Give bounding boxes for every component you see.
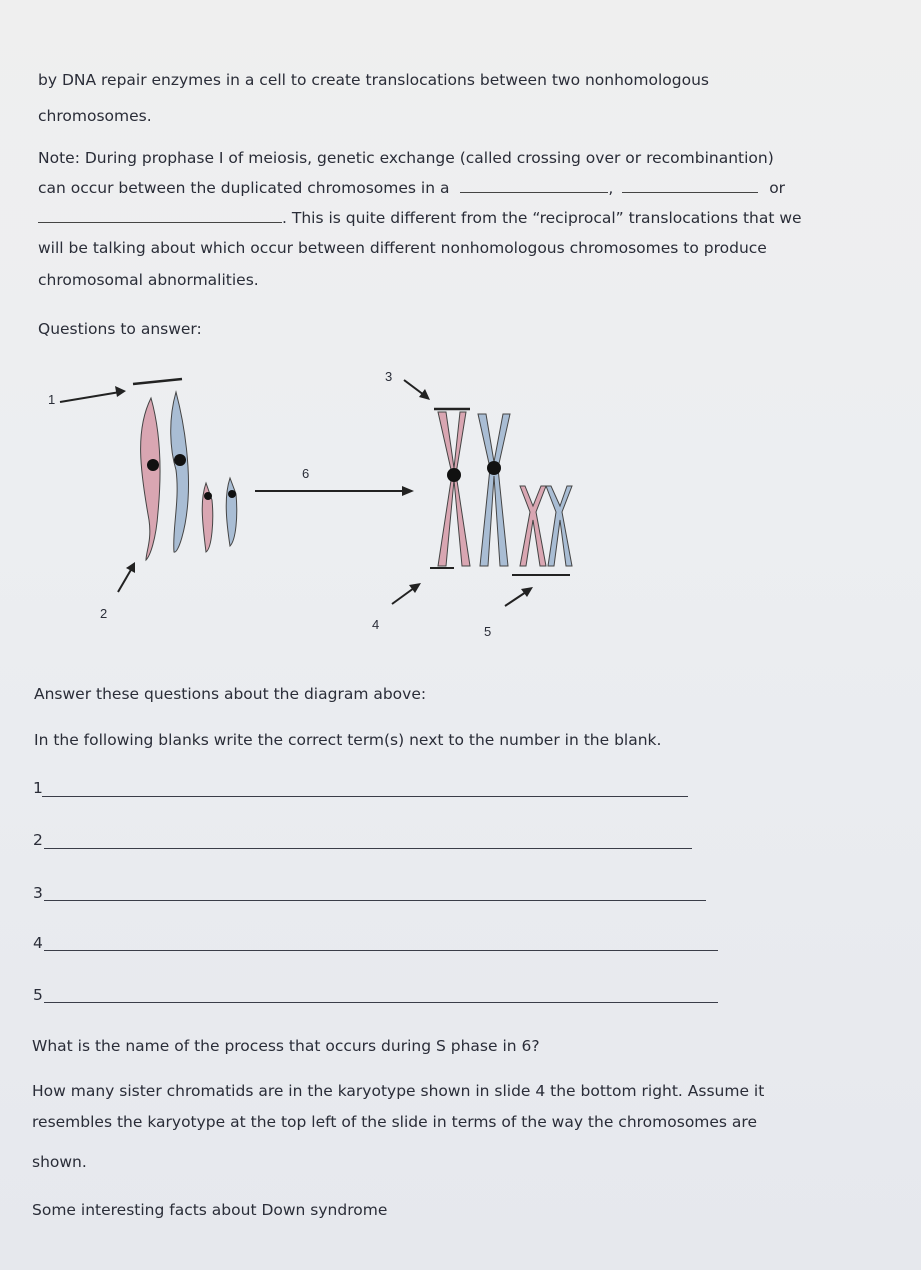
blank-number-3: 3 bbox=[33, 884, 43, 902]
blank-number-2: 2 bbox=[33, 831, 43, 849]
intro-line-2: chromosomes. bbox=[38, 107, 152, 125]
note-line-1: Note: During prophase I of meiosis, genetic exchange (called crossing over or recombinantion) bbox=[38, 149, 774, 167]
diagram-label-5: 5 bbox=[484, 624, 492, 639]
question-chromatids-line-2: resembles the karyotype at the top left of the slide in terms of the way the chromosomes are bbox=[32, 1113, 758, 1131]
answer-line-2[interactable] bbox=[44, 848, 692, 849]
blank-number-5: 5 bbox=[33, 986, 43, 1004]
arrow-3 bbox=[404, 380, 424, 395]
pink-sister-chromatids bbox=[438, 412, 470, 566]
question-chromatids-line-1: How many sister chromatids are in the karyotype shown in slide 4 the bottom right. Assume it bbox=[32, 1082, 765, 1100]
centromere-dup-blue bbox=[487, 461, 501, 475]
note-line-5: chromosomal abnormalities. bbox=[38, 271, 259, 289]
arrow-6-head bbox=[402, 486, 414, 496]
answer-line-5[interactable] bbox=[44, 1002, 718, 1003]
instruction-text: In the following blanks write the correct term(s) next to the number in the blank. bbox=[34, 731, 662, 749]
centromere-pink-small bbox=[204, 492, 212, 500]
centromere-blue-small bbox=[228, 490, 236, 498]
bar-1 bbox=[133, 379, 182, 384]
note-line-4: will be talking about which occur between different nonhomologous chromosomes to produce bbox=[38, 239, 767, 257]
arrow-2 bbox=[118, 568, 132, 592]
note-line-2-text: can occur between the duplicated chromosomes in a bbox=[38, 179, 450, 197]
arrow-5-head bbox=[521, 587, 533, 597]
diagram-label-1: 1 bbox=[48, 392, 56, 407]
blank-number-4: 4 bbox=[33, 934, 43, 952]
note-comma: , bbox=[608, 179, 614, 197]
arrow-4 bbox=[392, 588, 414, 604]
facts-heading: Some interesting facts about Down syndrome bbox=[32, 1201, 388, 1219]
answer-line-4[interactable] bbox=[44, 950, 718, 951]
answer-line-1[interactable] bbox=[42, 796, 688, 797]
blank-number-1: 1 bbox=[33, 779, 43, 797]
blue-sister-chromatids bbox=[478, 414, 510, 566]
arrow-3-head bbox=[419, 389, 430, 400]
note-line-3-text: . This is quite different from the “reciprocal” translocations that we bbox=[282, 209, 802, 227]
arrow-5 bbox=[505, 592, 526, 606]
blue-sister-small bbox=[546, 486, 572, 566]
diagram-label-6: 6 bbox=[302, 466, 310, 481]
note-or: or bbox=[769, 179, 786, 197]
arrow-1-head bbox=[115, 386, 126, 397]
centromere-pink-large bbox=[147, 459, 159, 471]
pink-sister-small bbox=[520, 486, 546, 566]
centromere-dup-pink bbox=[447, 468, 461, 482]
intro-line-1: by DNA repair enzymes in a cell to create translocations between two nonhomologous bbox=[38, 71, 710, 89]
answer-line-3[interactable] bbox=[44, 900, 706, 901]
questions-heading: Questions to answer: bbox=[38, 320, 202, 338]
blue-chromatid-small bbox=[226, 478, 237, 546]
arrow-1 bbox=[60, 392, 120, 402]
pink-chromatid-large bbox=[141, 398, 160, 560]
question-chromatids-line-3: shown. bbox=[32, 1153, 87, 1171]
question-s-phase: What is the name of the process that occurs during S phase in 6? bbox=[32, 1037, 540, 1055]
blue-chromatid-large bbox=[171, 392, 189, 552]
centromere-blue-large bbox=[174, 454, 186, 466]
diagram-label-2: 2 bbox=[100, 606, 108, 621]
diagram-label-4: 4 bbox=[372, 617, 380, 632]
answer-heading: Answer these questions about the diagram above: bbox=[34, 685, 427, 703]
diagram-label-3: 3 bbox=[385, 369, 393, 384]
